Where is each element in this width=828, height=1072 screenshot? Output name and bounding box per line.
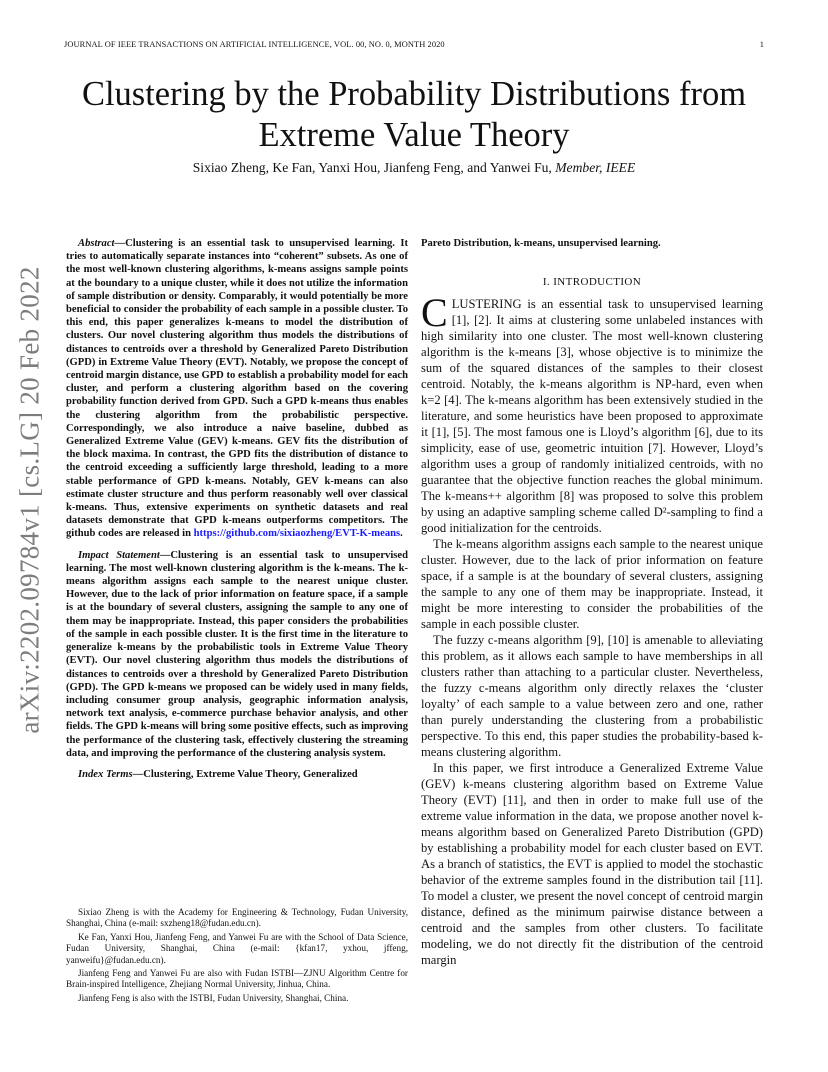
intro-paragraph: The k-means algorithm assigns each sample to the nearest unique cluster. However, due to the lack of prior information on feature space, if a sample is at the boundary of several clusters, assigning the sample to any one of them may be inappropriate. Instead, it might be more interesting to consider the probabilities of the sample in each possible cluster.: [421, 537, 763, 632]
footnotes: [66, 907, 408, 1006]
abstract-end: .: [400, 528, 403, 540]
intro-p1-text: LUSTERING is an essential task to unsupervised learning [1], [2]. It aims at clustering some unlabeled instances with high similarity into one cluster. The most well-known clustering algorithm is the k-means [3], whose objective is to minimize the sum of the squared distances of the samples to their closest centroid. Notably, the k-means algorithm is NP-hard, even when k=2 [4]. The k-means algorithm has been extensively studied in the literature, and some heuristics have been proposed to approximate it [1], [5]. The most famous one is Lloyd’s algorithm [6], due to its simplicity, ease of use, geometric intuition [7]. However, Lloyd’s algorithm uses a group of randomly initialized centroids, with no guarantee that the objective function reaches the global minimum. The k-means++ algorithm [8] was proposed to solve this problem by using an adaptive sampling scheme called D²-sampling to find a good initialization for the centroids.: [421, 297, 763, 536]
arxiv-stamp-text: arXiv:2202.09784v1 [cs.LG] 20 Feb 2022: [14, 266, 45, 734]
footnote: Jianfeng Feng is also with the ISTBI, Fudan University, Shanghai, China.: [78, 992, 349, 1003]
index-terms-continued: Pareto Distribution, k-means, unsupervised learning.: [421, 238, 661, 249]
impact-label: Impact Statement: [78, 549, 160, 561]
github-link[interactable]: https://github.com/sixiaozheng/EVT-K-means: [193, 528, 401, 540]
drop-cap: C: [421, 290, 448, 336]
footnote: Jianfeng Feng and Yanwei Fu are also with Fudan ISTBI—ZJNU Algorithm Centre for Brain-inspired Intelligence, Zhejiang Normal University, Jinhua, China.: [66, 968, 408, 990]
index-terms-label: Index Terms: [78, 768, 133, 780]
abstract-label: Abstract: [78, 238, 115, 249]
impact-text: —Clustering is an essential task to unsupervised learning. The most well-known clustering algorithm is the k-means. The k-means algorithm assigns each sample to the nearest unique cluster. However, due to the lack of prior information on feature space, if a sample is at the boundary of several clusters, assigning the sample to any one of them may be inappropriate. Instead, this paper considers the probabilities of the sample in each possible cluster. It is the first time in the literature to generalize k-means by the probabilistic tools in Extreme Value Theory (EVT). Our novel clustering algorithm thus models the distributions of distances to centroids over a threshold by Generalized Pareto Distribution (GPD). The GPD k-means we proposed can be widely used in many fields, including consumer group analysis, geographic information analysis, network text analysis, e-commerce purchase behavior analysis, and other fields. The GPD k-means will bring some positive effects, such as improving the performance of the clustering task, effectively clustering the streaming data, and improving the performance of the clustering analysis system.: [66, 549, 408, 759]
running-header: [64, 40, 764, 49]
index-terms-text: —Clustering, Extreme Value Theory, Generalized: [132, 768, 358, 780]
author-list: [50, 160, 778, 176]
right-column: [421, 237, 763, 968]
section-heading: I. INTRODUCTION: [542, 276, 642, 289]
abstract: [66, 237, 408, 541]
paper-title: Clustering by the Probability Distributions from Extreme Value Theory: [81, 75, 747, 154]
page-number: 1: [759, 40, 764, 49]
footnote: Ke Fan, Yanxi Hou, Jianfeng Feng, and Yanwei Fu are with the School of Data Science, Fudan University, Shanghai, China (e-mail: {kfan17, yxhou, jffeng, yanweifu}@fudan.edu.cn).: [66, 931, 408, 965]
impact-statement: [66, 549, 408, 760]
running-title: JOURNAL OF IEEE TRANSACTIONS ON ARTIFICIAL INTELLIGENCE, VOL. 00, NO. 0, MONTH 2020: [64, 40, 445, 49]
intro-paragraph: The fuzzy c-means algorithm [9], [10] is amenable to alleviating this problem, as it allows each sample to have memberships in all clusters rather than attaching to a particular cluster. Nevertheless, the fuzzy c-means algorithm only directly relaxes the ‘cluster loyalty’ of each sample to a value between zero and one, rather than purely understanding the clustering from a probabilistic perspective. To this end, this paper studies the probability-based k-means clustering algorithm.: [421, 633, 763, 760]
index-terms: [66, 768, 408, 781]
introduction-body: [421, 290, 763, 968]
abstract-column: [66, 237, 408, 781]
intro-paragraph: In this paper, we first introduce a Generalized Extreme Value (GEV) k-means clustering algorithm based on Extreme Value Theory (EVT) [11], and then in order to make full use of the extreme value information in the data, we propose another novel k-means algorithm based on Generalized Pareto Distribution (GPD) by establishing a probability model for each cluster based on EVT. As a branch of statistics, the EVT is applied to model the stochastic behavior of the extreme samples found in the distribution tail [11]. To model a cluster, we present the novel concept of centroid margin distance, defined as the minimum pairwise distance between a centroid and the samples from other clusters. To facilitate modeling, we do not directly fit the distribution of the centroid margin: [421, 761, 763, 968]
arxiv-stamp: [10, 266, 50, 734]
abstract-text: —Clustering is an essential task to unsupervised learning. It tries to automatically separate instances into “coherent” subsets. As one of the most well-known clustering algorithms, k-means assigns sample points at the boundary to a unique cluster, while it does not utilize the information of sample distribution or density. Comparably, it would potentially be more beneficial to consider the probability of each sample in a possible cluster. To this end, this paper generalizes k-means to model the distribution of clusters. Our novel clustering algorithm thus models the distributions of distances to centroids over a threshold by Generalized Pareto Distribution (GPD) in Extreme Value Theory (EVT). Notably, we propose the concept of centroid margin distance, use GPD to establish a probability model for each cluster, and perform a clustering algorithm based on the covering probability function derived from GPD. Such a GPD k-means thus enables the clustering algorithm from the probabilistic perspective. Correspondingly, we also introduce a naive baseline, dubbed as Generalized Extreme Value (GEV) k-means. GEV fits the distribution of the block maxima. In contrast, the GPD fits the distribution of distance to the centroid exceeding a sufficiently large threshold, leading to a more stable performance of GPD k-means. Notably, GEV k-means can also estimate cluster structure and thus perform reasonably well over classical k-means. Thus, extensive experiments on synthetic datasets and real datasets demonstrate that GPD k-means outperforms competitors. The github codes are released in: [66, 238, 408, 540]
intro-paragraph: [421, 290, 763, 536]
authors-names: Sixiao Zheng, Ke Fan, Yanxi Hou, Jianfeng Feng, and Yanwei Fu,: [192, 160, 552, 175]
footnote: Sixiao Zheng is with the Academy for Engineering & Technology, Fudan University, Shanghai, China (e-mail: sxzheng18@fudan.edu.cn).: [66, 907, 408, 929]
authors-membership: Member, IEEE: [555, 160, 636, 175]
